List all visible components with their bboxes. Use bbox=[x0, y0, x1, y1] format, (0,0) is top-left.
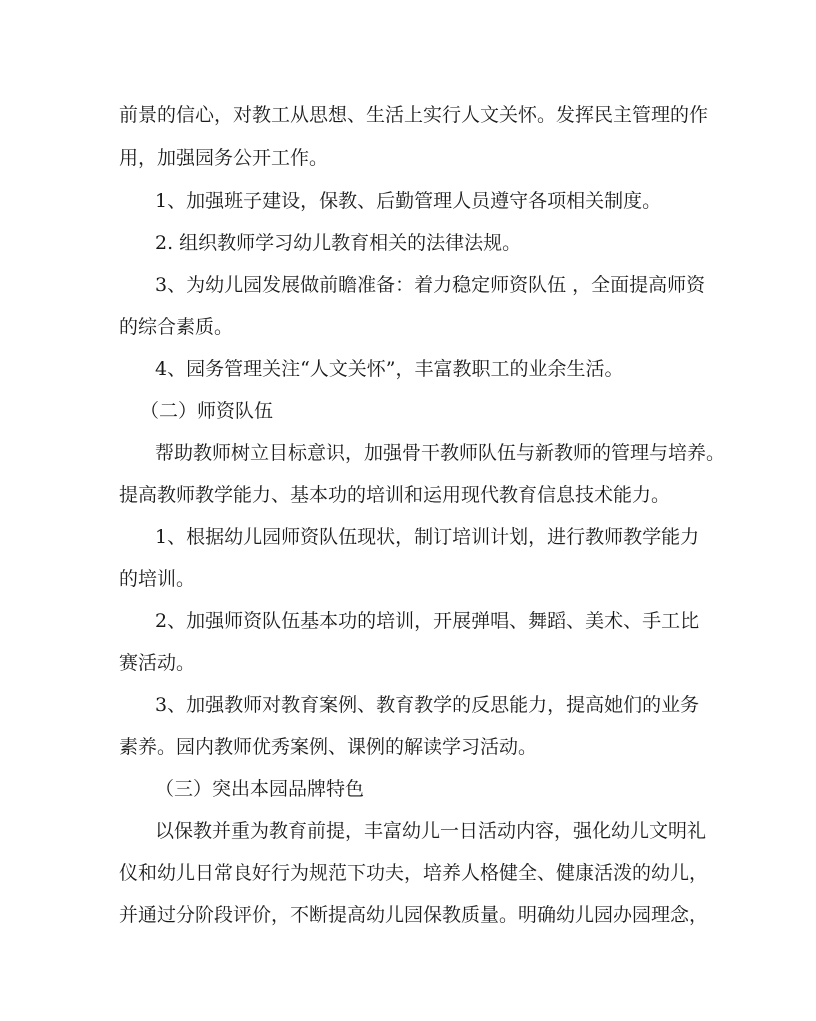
line-text: 仪和幼儿日常良好行为规范下功夫，培养人格健全、健康活泼的幼儿， bbox=[119, 862, 709, 884]
line-text: 赛活动。 bbox=[119, 652, 196, 674]
line-text: 1、根据幼儿园师资队伍现状，制订培训计划，进行教师教学能力 bbox=[155, 526, 700, 548]
text-line bbox=[0, 606, 816, 636]
line-text: 1、加强班子建设，保教、后勤管理人员遵守各项相关制度。 bbox=[155, 190, 662, 212]
line-text: 提高教师教学能力、基本功的培训和运用现代教育信息技术能力。 bbox=[119, 484, 671, 506]
text-line bbox=[0, 228, 816, 258]
text-line bbox=[0, 354, 816, 384]
text-line bbox=[0, 900, 816, 930]
section-heading bbox=[0, 396, 816, 426]
line-text: 2. 组织教师学习幼儿教育相关的法律法规。 bbox=[155, 232, 522, 254]
text-line bbox=[0, 648, 816, 678]
line-text: 前景的信心，对教工从思想、生活上实行人文关怀。发挥民主管理的作 bbox=[119, 104, 709, 126]
text-line bbox=[0, 143, 816, 173]
text-line bbox=[0, 690, 816, 720]
heading-text: （二）师资队伍 bbox=[140, 400, 274, 422]
line-text: 以保教并重为教育前提，丰富幼儿一日活动内容，强化幼儿文明礼 bbox=[155, 820, 707, 842]
line-text: 帮助教师树立目标意识，加强骨干教师队伍与新教师的管理与培养。 bbox=[155, 442, 726, 464]
line-text: 2、加强师资队伍基本功的培训，开展弹唱、舞蹈、美术、手工比 bbox=[155, 610, 700, 632]
line-text: 3、为幼儿园发展做前瞻准备：着力稳定师资队伍 ，全面提高师资 bbox=[155, 274, 706, 296]
text-line bbox=[0, 564, 816, 594]
text-line bbox=[0, 100, 816, 130]
text-line bbox=[0, 732, 816, 762]
text-line bbox=[0, 522, 816, 552]
heading-text: （三）突出本园品牌特色 bbox=[155, 778, 365, 800]
text-line bbox=[0, 186, 816, 216]
line-text: 用，加强园务公开工作。 bbox=[119, 147, 329, 169]
line-text: 并通过分阶段评价，不断提高幼儿园保教质量。明确幼儿园办园理念， bbox=[119, 904, 709, 926]
line-text: 的综合素质。 bbox=[119, 316, 234, 338]
line-text: 3、加强教师对教育案例、教育教学的反思能力，提高她们的业务 bbox=[155, 694, 700, 716]
line-text: 的培训。 bbox=[119, 568, 196, 590]
line-text: 素养。园内教师优秀案例、课例的解读学习活动。 bbox=[119, 736, 538, 758]
text-line bbox=[0, 858, 816, 888]
text-line bbox=[0, 312, 816, 342]
text-line bbox=[0, 438, 816, 468]
text-line bbox=[0, 480, 816, 510]
section-heading bbox=[0, 774, 816, 804]
text-line bbox=[0, 816, 816, 846]
line-text: 4、园务管理关注“人文关怀”，丰富教职工的业余生活。 bbox=[155, 358, 624, 380]
text-line bbox=[0, 270, 816, 300]
